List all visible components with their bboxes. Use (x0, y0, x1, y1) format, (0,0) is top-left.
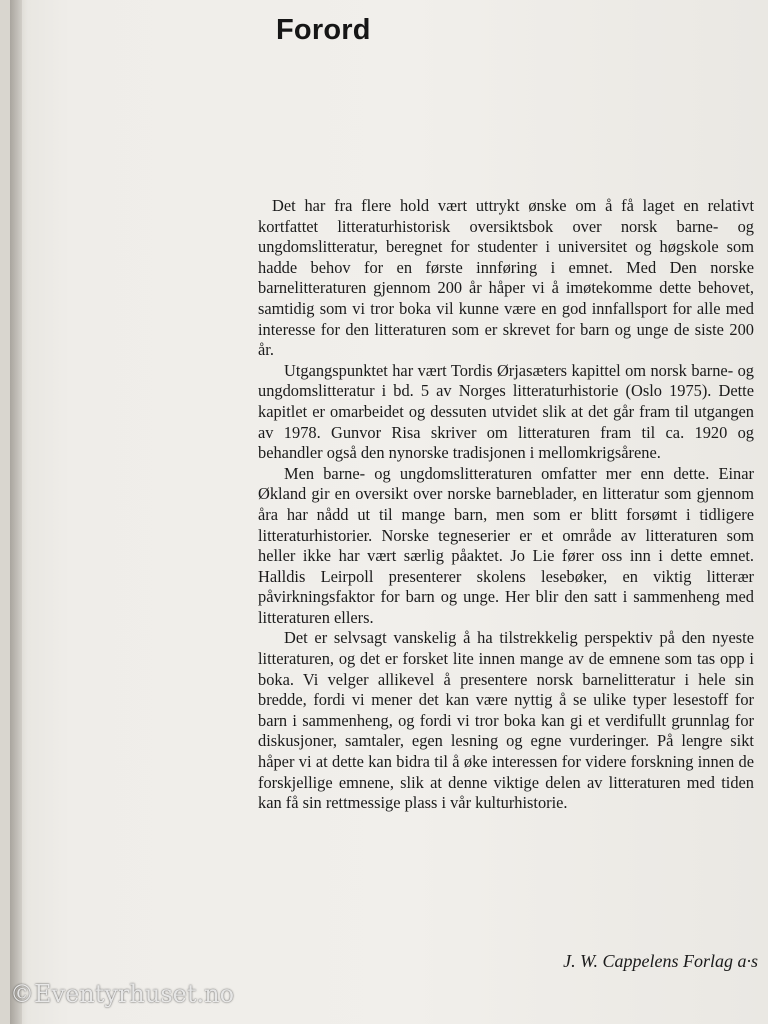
book-spine (10, 0, 22, 1024)
paragraph-2: Utgangspunktet har vært Tordis Ørjasæters kapittel om norsk barne- og ungdomslitteratur i bd. 5 av Norges litteraturhistorie (Oslo 1975). Dette kapitlet er omarbeidet og dessuten utvidet slik at det går fram til utgangen av 1978. Gunvor Risa skriver om litteraturen fram til ca. 1920 og behandler også den nynorske tradisjonen i mellomkrigsårene. (258, 360, 754, 463)
paragraph-1: Det har fra flere hold vært uttrykt ønske om å få laget en relativt kortfattet litteraturhistorisk oversiktsbok over norsk barne- og ungdomslitteratur, beregnet for studenter i universitet og høgskole som hadde behov for en første innføring i emnet. Med Den norske barnelitteraturen gjennom 200 år håper vi å imøtekomme dette behovet, samtidig som vi tror boka vil kunne være en god innfallsport for alle med interesse for den litteraturen som er skrevet for barn og unge de siste 200 år. (258, 196, 754, 360)
page-title: Forord (276, 14, 371, 46)
preface-body (258, 196, 754, 814)
paragraph-4: Det er selvsagt vanskelig å ha tilstrekkelig perspektiv på den nyeste litteraturen, og det er forsket lite innen mange av de emnene som tas opp i boka. Vi velger allikevel å presentere norsk barnelitteratur i hele sin bredde, fordi vi mener det kan være nyttig å se ulike typer lesestoff for barn i sammenheng, og fordi vi tror boka kan gi et verdifullt grunnlag for diskusjoner, samtaler, egen lesning og egne vurderinger. På lengre sikt håper vi at dette kan bidra til å øke interessen for videre forskning innen de forskjellige emnene, slik at denne viktige delen av litteraturen med tiden kan få sin rettmessige plass i vår kulturhistorie. (258, 628, 754, 813)
paragraph-3: Men barne- og ungdomslitteraturen omfatter mer enn dette. Einar Økland gir en oversikt over norske barneblader, en litteratur som gjennom åra har nådd ut til mange barn, men som er blitt forsømt i tidligere litteraturhistorier. Norske tegneserier er et område av litteraturen som heller ikke har vært særlig påaktet. Jo Lie fører oss inn i dette emnet. Halldis Leirpoll presenterer skolens lesebøker, en viktig litterær påvirkningsfaktor for barn og unge. Her blir den satt i sammenheng med litteraturen ellers. (258, 463, 754, 627)
copyright-watermark: ©Eventyrhuset.no (10, 980, 235, 1008)
publisher-signature: J. W. Cappelens Forlag a·s (563, 951, 758, 971)
